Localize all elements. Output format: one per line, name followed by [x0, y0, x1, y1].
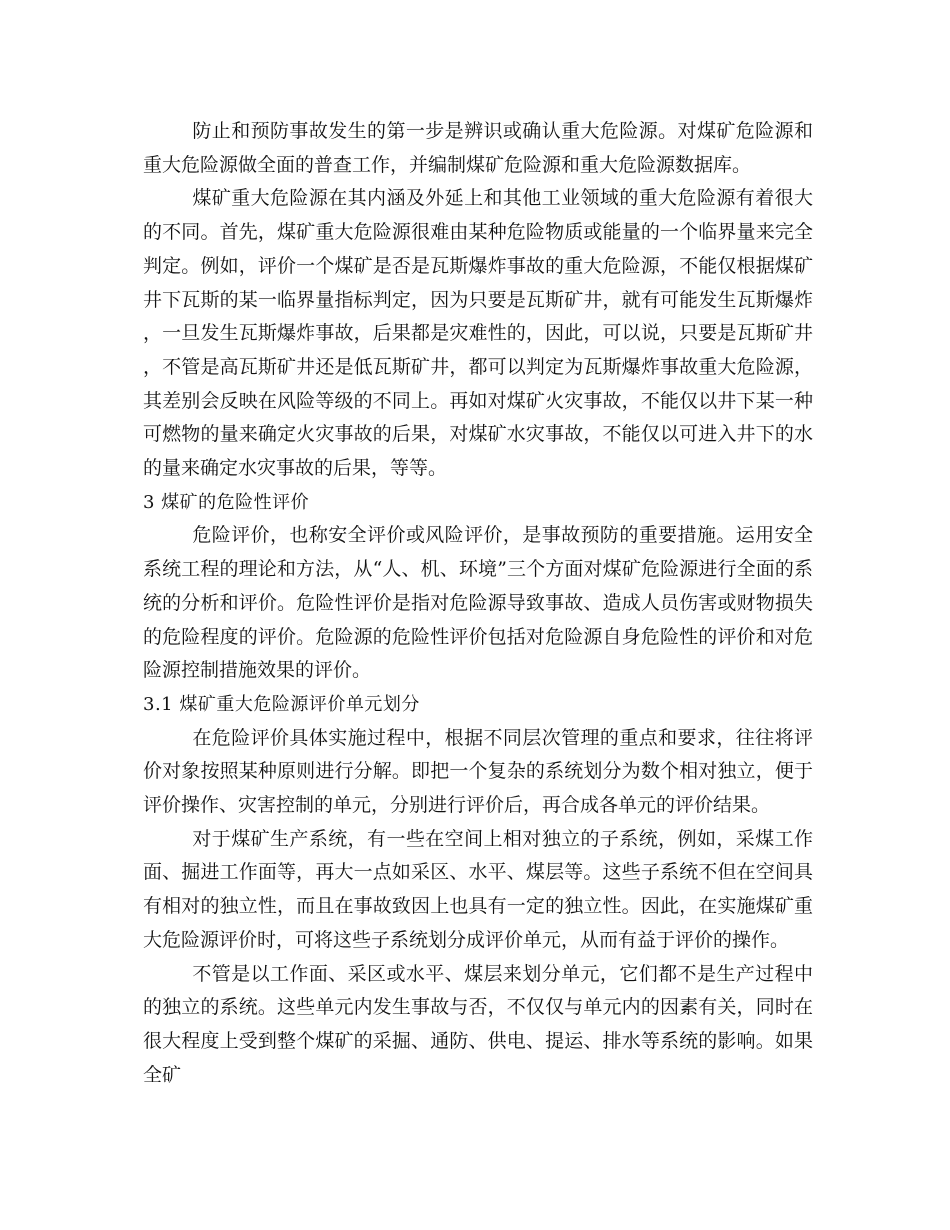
- section-heading-3: 3 煤矿的危险性评价: [143, 491, 310, 513]
- document-body: [143, 115, 813, 1092]
- paragraph-unit-division: 在危险评价具体实施过程中，根据不同层次管理的重点和要求，往往将评价对象按照某种原则进行分解。即把一个复杂的系统划分为数个相对独立，便于评价操作、灾害控制的单元，分别进行评价后，再合成各单元的评价结果。: [143, 726, 813, 817]
- paragraph-system-influence: 不管是以工作面、采区或水平、煤层来划分单元，它们都不是生产过程中的独立的系统。这些单元内发生事故与否，不仅仅与单元内的因素有关，同时在很大程度上受到整个煤矿的采掘、通防、供电、提运、排水等系统的影响。如果全矿: [143, 962, 813, 1086]
- paragraph-major-hazard-differences: 煤矿重大危险源在其内涵及外延上和其他工业领域的重大危险源有着很大的不同。首先，煤矿重大危险源很难由某种危险物质或能量的一个临界量来完全判定。例如，评价一个煤矿是否是瓦斯爆炸事故的重大危险源，不能仅根据煤矿井下瓦斯的某一临界量指标判定，因为只要是瓦斯矿井，就有可能发生瓦斯爆炸，一旦发生瓦斯爆炸事故，后果都是灾难性的，因此，可以说，只要是瓦斯矿井，不管是高瓦斯矿井还是低瓦斯矿井，都可以判定为瓦斯爆炸事故重大危险源，其差别会反映在风险等级的不同上。再如对煤矿火灾事故，不能仅以井下某一种可燃物的量来确定火灾事故的后果，对煤矿水灾事故，不能仅以可进入井下的水的量来确定水灾事故的后果，等等。: [143, 187, 813, 480]
- paragraph-risk-evaluation: 危险评价，也称安全评价或风险评价，是事故预防的重要措施。运用安全系统工程的理论和方法，从“人、机、环境”三个方面对煤矿危险源进行全面的系统的分析和评价。危险性评价是指对危险源导致事故、造成人员伤害或财物损失的危险程度的评价。危险源的危险性评价包括对危险源自身危险性的评价和对危险源控制措施效果的评价。: [143, 524, 813, 682]
- paragraph-hazard-identification: 防止和预防事故发生的第一步是辨识或确认重大危险源。对煤矿危险源和重大危险源做全面的普查工作，并编制煤矿危险源和重大危险源数据库。: [143, 120, 813, 176]
- section-heading-3-1: 3.1 煤矿重大危险源评价单元划分: [143, 693, 420, 715]
- paragraph-subsystems: 对于煤矿生产系统，有一些在空间上相对独立的子系统，例如，采煤工作面、掘进工作面等，再大一点如采区、水平、煤层等。这些子系统不但在空间具有相对的独立性，而且在事故致因上也具有一定的独立性。因此，在实施煤矿重大危险源评价时，可将这些子系统划分成评价单元，从而有益于评价的操作。: [143, 827, 813, 951]
